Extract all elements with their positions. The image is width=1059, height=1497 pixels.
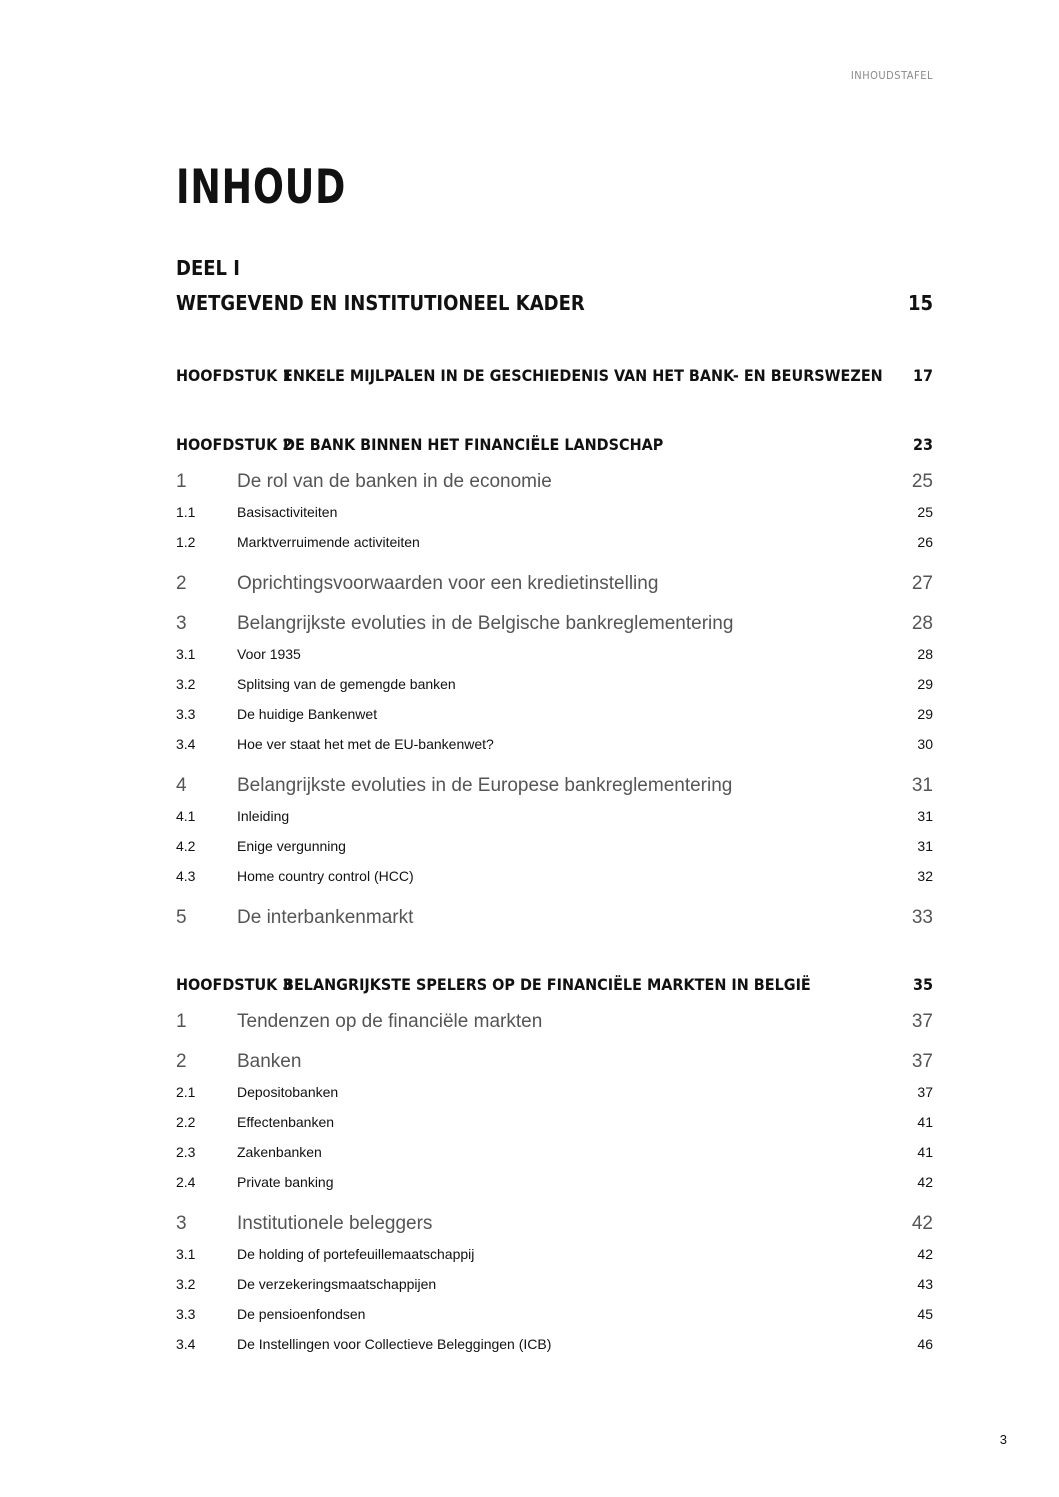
section-page: 28: [911, 613, 933, 634]
section-row[interactable]: [176, 613, 933, 635]
subsection-page: 45: [917, 1306, 933, 1322]
subsection-page: 29: [917, 676, 933, 692]
chapter-row[interactable]: [176, 975, 933, 994]
subsection-number: 3.1: [176, 1246, 196, 1262]
section-title: Tendenzen op de financiële markten: [237, 1011, 543, 1032]
section-number: 3: [176, 613, 187, 634]
subsection-title: Hoe ver staat het met de EU-bankenwet?: [237, 736, 494, 752]
part-label: DEEL I: [176, 256, 240, 280]
chapter-row[interactable]: [176, 435, 933, 454]
subsection-number: 2.3: [176, 1144, 196, 1160]
subsection-title: Enige vergunning: [237, 838, 346, 854]
subsection-page: 41: [917, 1144, 933, 1160]
subsection-page: 25: [917, 504, 933, 520]
subsection-row[interactable]: [176, 808, 933, 824]
subsection-number: 2.1: [176, 1084, 196, 1100]
subsection-title: Zakenbanken: [237, 1144, 322, 1160]
section-row[interactable]: [176, 573, 933, 595]
subsection-number: 1.2: [176, 534, 196, 550]
subsection-title: De Instellingen voor Collectieve Beleggingen (ICB): [237, 1336, 552, 1352]
subsection-row[interactable]: [176, 534, 933, 550]
subsection-row[interactable]: [176, 1144, 933, 1160]
section-number: 2: [176, 573, 187, 594]
subsection-page: 29: [917, 706, 933, 722]
subsection-page: 32: [917, 868, 933, 884]
subsection-title: De pensioenfondsen: [237, 1306, 366, 1322]
section-row[interactable]: [176, 1011, 933, 1033]
subsection-number: 4.1: [176, 808, 196, 824]
chapter-page: 17: [912, 366, 933, 385]
subsection-number: 3.1: [176, 646, 196, 662]
subsection-page: 46: [917, 1336, 933, 1352]
subsection-row[interactable]: [176, 1114, 933, 1130]
subsection-number: 3.2: [176, 1276, 196, 1292]
subsection-row[interactable]: [176, 676, 933, 692]
section-page: 42: [911, 1213, 933, 1234]
subsection-page: 28: [917, 646, 933, 662]
subsection-title: Depositobanken: [237, 1084, 339, 1100]
subsection-row[interactable]: [176, 736, 933, 752]
subsection-title: Splitsing van de gemengde banken: [237, 676, 456, 692]
subsection-page: 42: [917, 1174, 933, 1190]
subsection-number: 4.3: [176, 868, 196, 884]
section-title: De interbankenmarkt: [237, 907, 414, 928]
subsection-page: 37: [917, 1084, 933, 1100]
subsection-row[interactable]: [176, 1306, 933, 1322]
subsection-number: 1.1: [176, 504, 196, 520]
subsection-row[interactable]: [176, 646, 933, 662]
section-number: 1: [176, 471, 187, 492]
chapter-label: HOOFDSTUK 1: [176, 366, 293, 385]
part-title: WETGEVEND EN INSTITUTIONEEL KADER: [176, 291, 585, 315]
subsection-row[interactable]: [176, 504, 933, 520]
section-number: 3: [176, 1213, 187, 1234]
section-title: Oprichtingsvoorwaarden voor een kredietinstelling: [237, 573, 659, 594]
subsection-row[interactable]: [176, 1084, 933, 1100]
subsection-title: Private banking: [237, 1174, 334, 1190]
subsection-number: 2.2: [176, 1114, 196, 1130]
section-row[interactable]: [176, 1051, 933, 1073]
subsection-row[interactable]: [176, 868, 933, 884]
part-title-row[interactable]: [176, 291, 933, 315]
subsection-row[interactable]: [176, 706, 933, 722]
page-number: 3: [999, 1432, 1007, 1447]
subsection-page: 26: [917, 534, 933, 550]
part-label-row: [176, 256, 933, 280]
page-title: INHOUD: [176, 160, 347, 215]
subsection-row[interactable]: [176, 1246, 933, 1262]
subsection-page: 31: [917, 808, 933, 824]
section-page: 37: [911, 1011, 933, 1032]
section-title: Banken: [237, 1051, 302, 1072]
chapter-title: ENKELE MIJLPALEN IN DE GESCHIEDENIS VAN HET BANK- EN BEURSWEZEN: [283, 366, 883, 385]
subsection-title: De verzekeringsmaatschappijen: [237, 1276, 437, 1292]
section-page: 25: [911, 471, 933, 492]
subsection-title: Inleiding: [237, 808, 290, 824]
part-page: 15: [907, 291, 933, 315]
subsection-number: 3.3: [176, 1306, 196, 1322]
section-title: Belangrijkste evoluties in de Belgische bankreglementering: [237, 613, 734, 634]
section-title: De rol van de banken in de economie: [237, 471, 552, 492]
subsection-page: 31: [917, 838, 933, 854]
subsection-title: De holding of portefeuillemaatschappij: [237, 1246, 475, 1262]
subsection-number: 2.4: [176, 1174, 196, 1190]
section-page: 31: [911, 775, 933, 796]
subsection-number: 3.4: [176, 736, 196, 752]
subsection-title: Home country control (HCC): [237, 868, 414, 884]
subsection-title: Voor 1935: [237, 646, 301, 662]
subsection-page: 30: [917, 736, 933, 752]
chapter-row[interactable]: [176, 366, 933, 385]
section-title: Belangrijkste evoluties in de Europese bankreglementering: [237, 775, 733, 796]
section-row[interactable]: [176, 471, 933, 493]
subsection-row[interactable]: [176, 838, 933, 854]
chapter-title: BELANGRIJKSTE SPELERS OP DE FINANCIËLE MARKTEN IN BELGIË: [283, 975, 811, 994]
chapter-title: DE BANK BINNEN HET FINANCIËLE LANDSCHAP: [283, 435, 664, 454]
subsection-title: Effectenbanken: [237, 1114, 335, 1130]
section-page: 27: [911, 573, 933, 594]
subsection-title: De huidige Bankenwet: [237, 706, 378, 722]
section-number: 2: [176, 1051, 187, 1072]
subsection-page: 42: [917, 1246, 933, 1262]
section-title: Institutionele beleggers: [237, 1213, 433, 1234]
chapter-label: HOOFDSTUK 3: [176, 975, 293, 994]
section-row[interactable]: [176, 907, 933, 929]
subsection-page: 41: [917, 1114, 933, 1130]
subsection-page: 43: [917, 1276, 933, 1292]
subsection-number: 3.3: [176, 706, 196, 722]
chapter-page: 23: [912, 435, 933, 454]
chapter-label: HOOFDSTUK 2: [176, 435, 293, 454]
subsection-title: Basisactiviteiten: [237, 504, 338, 520]
section-page: 37: [911, 1051, 933, 1072]
running-head: INHOUDSTAFEL: [850, 69, 933, 82]
subsection-title: Marktverruimende activiteiten: [237, 534, 420, 550]
subsection-number: 4.2: [176, 838, 196, 854]
subsection-row[interactable]: [176, 1174, 933, 1190]
subsection-number: 3.4: [176, 1336, 196, 1352]
section-number: 5: [176, 907, 187, 928]
section-number: 1: [176, 1011, 187, 1032]
section-number: 4: [176, 775, 187, 796]
subsection-number: 3.2: [176, 676, 196, 692]
section-row[interactable]: [176, 1213, 933, 1235]
subsection-row[interactable]: [176, 1276, 933, 1292]
chapter-page: 35: [912, 975, 933, 994]
section-page: 33: [911, 907, 933, 928]
subsection-row[interactable]: [176, 1336, 933, 1352]
section-row[interactable]: [176, 775, 933, 797]
